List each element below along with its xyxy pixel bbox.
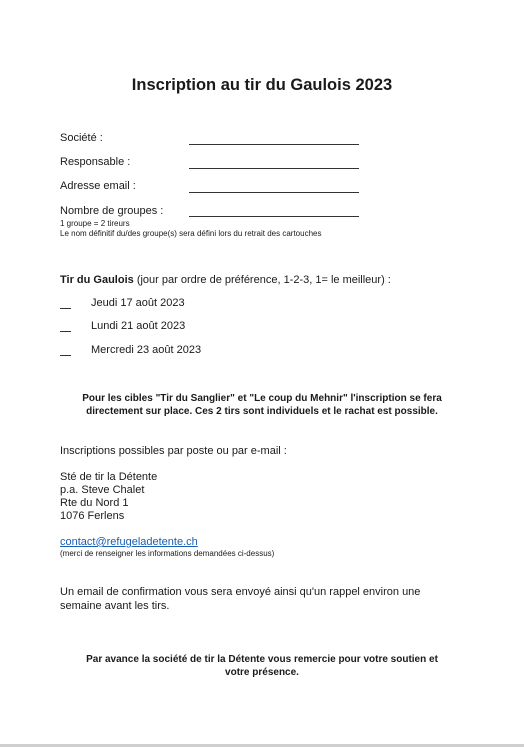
groupes-field bbox=[189, 216, 359, 217]
email-field bbox=[189, 192, 359, 193]
confirmation-line-1: Un email de confirmation vous sera envoyé ainsi qu'un rappel environ une bbox=[60, 586, 421, 598]
groupes-label: Nombre de groupes : bbox=[60, 205, 164, 217]
address-line-1: Sté de tir la Détente bbox=[60, 471, 158, 483]
email-label: Adresse email : bbox=[60, 180, 136, 192]
societe-label: Société : bbox=[60, 132, 103, 144]
date-3: Mercredi 23 août 2023 bbox=[91, 344, 202, 356]
contact-note: (merci de renseigner les informations demandées ci-dessus) bbox=[60, 549, 275, 558]
address-line-4: 1076 Ferlens bbox=[60, 510, 125, 522]
date-1-blank bbox=[60, 308, 71, 309]
responsable-label: Responsable : bbox=[60, 156, 131, 168]
thanks-line-2: votre présence. bbox=[225, 667, 299, 678]
tir-instruction: (jour par ordre de préférence, 1-2-3, 1= le meilleur) : bbox=[133, 274, 391, 286]
notice-line-2: directement sur place. Ces 2 tirs sont individuels et le rachat est possible. bbox=[86, 406, 438, 417]
address-line-2: p.a. Steve Chalet bbox=[60, 484, 145, 496]
thanks-line-1: Par avance la société de tir la Détente vous remercie pour votre soutien et bbox=[86, 654, 438, 665]
address-line-3: Rte du Nord 1 bbox=[60, 497, 129, 509]
date-1: Jeudi 17 août 2023 bbox=[91, 297, 185, 309]
societe-field bbox=[189, 144, 359, 145]
confirmation-line-2: semaine avant les tirs. bbox=[60, 600, 170, 612]
contact-email-link[interactable]: contact@refugeladetente.ch bbox=[60, 536, 198, 548]
inscriptions-text: Inscriptions possibles par poste ou par e-mail : bbox=[60, 445, 287, 457]
date-2-blank bbox=[60, 331, 71, 332]
tir-heading bbox=[60, 274, 391, 286]
tir-name: Tir du Gaulois bbox=[60, 274, 134, 286]
responsable-field bbox=[189, 168, 359, 169]
group-note-1: 1 groupe = 2 tireurs bbox=[60, 219, 130, 228]
date-2: Lundi 21 août 2023 bbox=[91, 320, 186, 332]
notice-line-1: Pour les cibles "Tir du Sanglier" et "Le coup du Mehnir" l'inscription se fera bbox=[82, 393, 442, 404]
date-3-blank bbox=[60, 355, 71, 356]
page-title: Inscription au tir du Gaulois 2023 bbox=[131, 76, 393, 94]
group-note-2: Le nom définitif du/des groupe(s) sera défini lors du retrait des cartouches bbox=[60, 229, 322, 238]
